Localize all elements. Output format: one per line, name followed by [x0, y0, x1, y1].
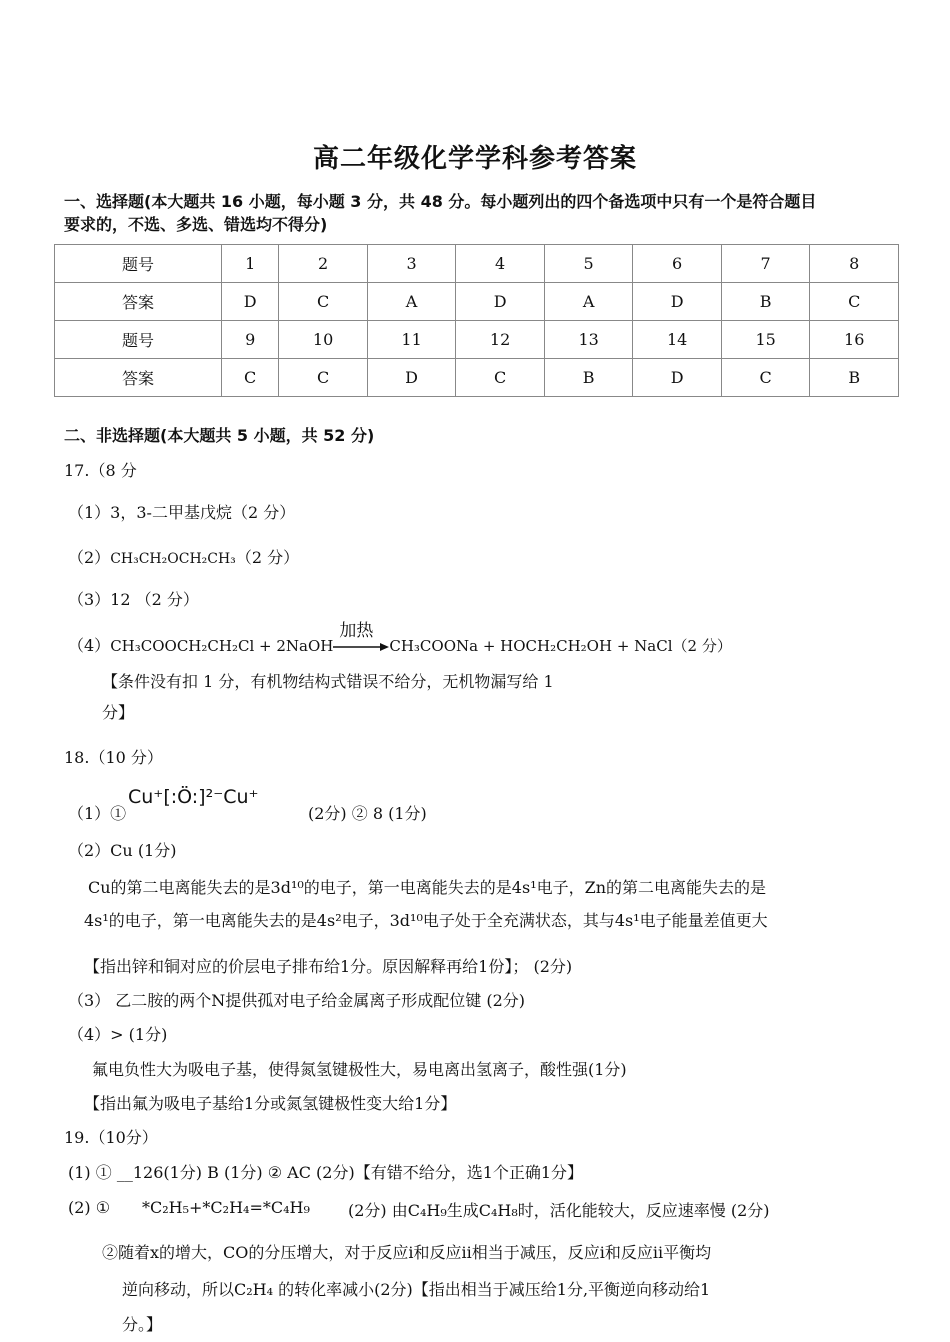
- q17-note-line2: 分】: [102, 703, 135, 722]
- section1-line2: 要求的，不选、多选、错选均不得分): [64, 215, 328, 234]
- table-cell: D: [222, 283, 279, 321]
- q18-explanation-line3: 氟电负性大为吸电子基，使得氮氢键极性大，易电离出氢离子，酸性强(1分): [92, 1060, 627, 1079]
- table-cell: 2: [279, 245, 368, 283]
- table-cell: 1: [222, 245, 279, 283]
- reaction-arrow-icon: [333, 620, 389, 654]
- q17-part2-formula: CH₃CH₂OCH₂CH₃: [110, 551, 236, 567]
- q18-part1-prefix: （1）①: [68, 804, 127, 823]
- table-row: [55, 283, 899, 321]
- table-cell: C: [222, 359, 279, 397]
- table-cell: D: [456, 283, 545, 321]
- q17-part3: （3）12 （2 分）: [68, 590, 199, 609]
- section2-heading: 二、非选择题(本大题共 5 小题，共 52 分): [64, 426, 375, 445]
- q19-part3-line3: 分。】: [122, 1315, 163, 1334]
- table-cell: C: [279, 359, 368, 397]
- table-header-cell: 答案: [55, 359, 222, 397]
- q18-lewis-formula: Cu⁺[:Ö:]²⁻Cu⁺: [128, 786, 259, 808]
- table-cell: D: [367, 359, 456, 397]
- q17-part4-prefix: （4）: [68, 636, 111, 655]
- table-header-cell: 答案: [55, 283, 222, 321]
- q19-part2-prefix: (2) ①: [68, 1198, 111, 1217]
- table-row: [55, 321, 899, 359]
- section1-line1: 一、选择题(本大题共 16 小题，每小题 3 分，共 48 分。每小题列出的四个备选项中只有一个是符合题目: [64, 192, 817, 211]
- q18-explanation-line2: 4s¹的电子，第一电离能失去的是4s²电子，3d¹⁰电子处于全充满状态，其与4s¹电子能量差值更大: [84, 911, 768, 930]
- table-cell: 6: [633, 245, 722, 283]
- q17-heading: 17.（8 分: [64, 461, 137, 480]
- answer-table: [54, 244, 899, 397]
- table-cell: 7: [721, 245, 810, 283]
- q19-part2-rest: (2分) 由C₄H₉生成C₄H₈时，活化能较大，反应速率慢 (2分): [348, 1201, 770, 1220]
- table-cell: 14: [633, 321, 722, 359]
- q17-part4: [68, 620, 732, 656]
- q17-part2-prefix: （2）: [68, 548, 111, 567]
- q18-part4: （4）> (1分): [68, 1025, 168, 1044]
- table-cell: B: [544, 359, 633, 397]
- table-row: [55, 359, 899, 397]
- q19-heading: 19.（10分）: [64, 1128, 158, 1147]
- q17-note-line1: 【条件没有扣 1 分，有机物结构式错误不给分，无机物漏写给 1: [102, 672, 554, 691]
- q18-note: 【指出锌和铜对应的价层电子排布给1分。原因解释再给1份】； (2分): [84, 957, 573, 976]
- table-cell: 10: [279, 321, 368, 359]
- table-header-cell: 题号: [55, 321, 222, 359]
- table-cell: 13: [544, 321, 633, 359]
- q18-explanation-line1: Cu的第二电离能失去的是3d¹⁰的电子，第一电离能失去的是4s¹电子，Zn的第二电离能失去的是: [88, 878, 767, 897]
- q18-note2: 【指出氟为吸电子基给1分或氮氢键极性变大给1分】: [84, 1094, 457, 1113]
- table-cell: C: [456, 359, 545, 397]
- q18-part3: （3） 乙二胺的两个N提供孤对电子给金属离子形成配位键 (2分): [68, 991, 526, 1010]
- table-cell: 16: [810, 321, 899, 359]
- q19-part1: (1) ① __126(1分) B (1分) ② AC (2分)【有错不给分，选1个正确1分】: [68, 1163, 584, 1182]
- table-cell: 9: [222, 321, 279, 359]
- table-cell: A: [544, 283, 633, 321]
- q18-part1-rest: (2分) ② 8 (1分): [308, 804, 427, 823]
- table-cell: 8: [810, 245, 899, 283]
- table-cell: 4: [456, 245, 545, 283]
- table-row: [55, 245, 899, 283]
- q17-part2-score: （2 分）: [235, 548, 300, 567]
- q19-part3-line2: 逆向移动，所以C₂H₄ 的转化率减小(2分)【指出相当于减压给1分,平衡逆向移动给1: [122, 1280, 711, 1299]
- reaction-condition: 加热: [339, 620, 374, 641]
- table-cell: D: [633, 359, 722, 397]
- table-cell: D: [633, 283, 722, 321]
- q19-part3-line1: ②随着x的增大，CO的分压增大，对于反应i和反应ii相当于减压，反应i和反应ii平衡均: [102, 1243, 712, 1262]
- q17-part1: （1）3，3-二甲基戊烷（2 分）: [68, 503, 296, 522]
- table-cell: B: [721, 283, 810, 321]
- q18-part2: （2）Cu (1分): [68, 841, 177, 860]
- table-cell: 11: [367, 321, 456, 359]
- table-cell: C: [279, 283, 368, 321]
- q18-part1: [68, 801, 126, 824]
- table-cell: 12: [456, 321, 545, 359]
- q19-part2-formula: *C₂H₅+*C₂H₄=*C₄H₉: [142, 1198, 310, 1217]
- q17-part4-products: CH₃COONa + HOCH₂CH₂OH + NaCl（2 分）: [389, 637, 732, 655]
- q17-part4-reactants: CH₃COOCH₂CH₂Cl + 2NaOH: [110, 637, 334, 655]
- q17-part2: [68, 545, 299, 568]
- table-cell: A: [367, 283, 456, 321]
- table-cell: C: [721, 359, 810, 397]
- table-cell: C: [810, 283, 899, 321]
- q18-heading: 18.（10 分）: [64, 748, 163, 767]
- table-header-cell: 题号: [55, 245, 222, 283]
- table-cell: 3: [367, 245, 456, 283]
- table-cell: 15: [721, 321, 810, 359]
- table-cell: 5: [544, 245, 633, 283]
- table-cell: B: [810, 359, 899, 397]
- page-title: 高二年级化学学科参考答案: [312, 144, 637, 174]
